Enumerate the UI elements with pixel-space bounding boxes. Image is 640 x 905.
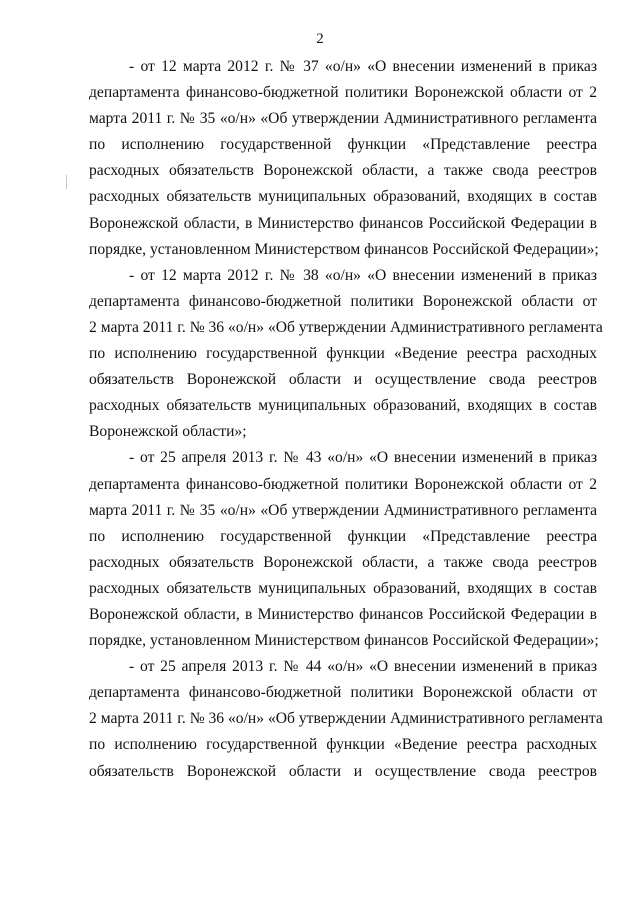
margin-mark: [66, 175, 67, 189]
text-line: Воронежской области»;: [89, 423, 247, 441]
text-line: - от 25 апреля 2013 г. № 43 «о/н» «О внесении изменений в приказ: [129, 449, 597, 467]
text-line: департамента финансово-бюджетной политики Воронежской области от: [89, 292, 597, 310]
list-item-paragraph: [89, 54, 597, 263]
list-item-paragraph: [89, 445, 597, 654]
text-line: Воронежской области, в Министерство финансов Российской Федерации в: [89, 214, 597, 232]
text-line: марта 2011 г. № 35 «о/н» «Об утверждении Административного регламента: [89, 501, 597, 519]
text-line: - от 12 марта 2012 г. № 38 «о/н» «О внесении изменений в приказ: [129, 266, 597, 284]
text-line: - от 12 марта 2012 г. № 37 «о/н» «О внесении изменений в приказ: [129, 58, 597, 75]
text-line: порядке, установленном Министерством финансов Российской Федерации»;: [89, 632, 599, 650]
text-line: обязательств Воронежской области и осуществление свода реестров: [89, 762, 597, 780]
text-line: департамента финансово-бюджетной политики Воронежской области от 2: [89, 475, 597, 493]
text-line: по исполнению государственной функции «Ведение реестра расходных: [89, 345, 597, 363]
text-line: по исполнению государственной функции «Ведение реестра расходных: [89, 736, 597, 754]
text-line: департамента финансово-бюджетной политики Воронежской области от: [89, 684, 597, 702]
text-line: расходных обязательств муниципальных образований, входящих в состав: [89, 579, 597, 597]
text-line: по исполнению государственной функции «Представление реестра: [89, 527, 597, 545]
text-line: 2 марта 2011 г. № 36 «о/н» «Об утверждении Административного регламента: [89, 318, 603, 336]
text-line: марта 2011 г. № 35 «о/н» «Об утверждении Административного регламента: [89, 110, 597, 128]
document-body: [89, 54, 603, 785]
text-line: обязательств Воронежской области и осуществление свода реестров: [89, 371, 597, 389]
text-line: - от 25 апреля 2013 г. № 44 «о/н» «О внесении изменений в приказ: [129, 658, 597, 676]
text-line: департамента финансово-бюджетной политики Воронежской области от 2: [89, 84, 597, 102]
text-line: порядке, установленном Министерством финансов Российской Федерации»;: [89, 240, 599, 258]
text-line: 2 марта 2011 г. № 36 «о/н» «Об утверждении Административного регламента: [89, 710, 603, 728]
page-number: 2: [316, 31, 324, 47]
text-line: Воронежской области, в Министерство финансов Российской Федерации в: [89, 605, 597, 623]
list-item-paragraph: [89, 263, 603, 446]
text-line: по исполнению государственной функции «Представление реестра: [89, 136, 597, 154]
text-line: расходных обязательств Воронежской области, а также свода реестров: [89, 162, 597, 180]
text-line: расходных обязательств муниципальных образований, входящих в состав: [89, 188, 597, 206]
text-line: расходных обязательств Воронежской области, а также свода реестров: [89, 553, 597, 571]
text-line: расходных обязательств муниципальных образований, входящих в состав: [89, 397, 597, 415]
list-item-paragraph: [89, 654, 603, 784]
